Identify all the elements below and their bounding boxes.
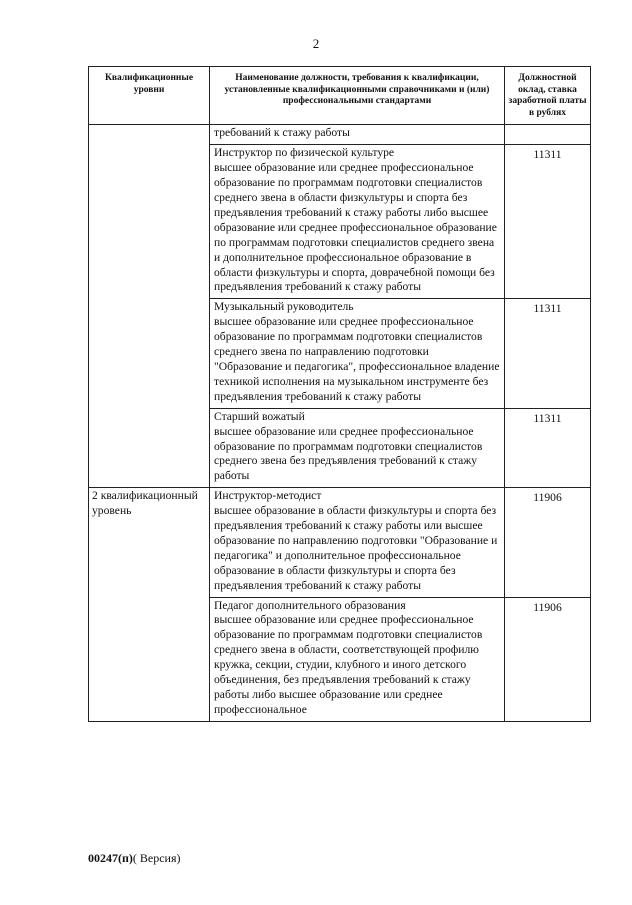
position-requirements: высшее образование в области физкультуры и спорта без предъявления требований к стажу работы или высшее образование по направлению подготовки "Образование и педагогика" и дополнительное профессиональное образование в области физкультуры и спорта без предъявления требований к стажу работы: [214, 504, 498, 592]
salary-cell: 11311: [505, 408, 591, 488]
header-requirements: Наименование должности, требования к квалификации, установленные квалификационными справочниками и (или) профессиональными стандартами: [210, 67, 505, 125]
position-title: Музыкальный руководитель: [214, 300, 354, 314]
position-cell: [210, 299, 505, 408]
position-title: Старший вожатый: [214, 409, 305, 423]
salary-cell: 11311: [505, 145, 591, 299]
table-row: [89, 125, 591, 145]
salary-cell: 11906: [505, 488, 591, 597]
level-2-cell: 2 квалификационный уровень: [89, 488, 210, 722]
position-cell: [210, 145, 505, 299]
table-row: [89, 488, 591, 597]
page-number: 2: [312, 36, 320, 51]
position-requirements: высшее образование или среднее профессиональное образование по программам подготовки специалистов среднего звена по направлению подготовки "Образование и педагогика", профессиональное владение техникой исполнения на музыкальном инструменте без предъявления требований к стажу работы: [214, 315, 500, 403]
header-salary: Должностной оклад, ставка заработной платы в рублях: [505, 67, 591, 125]
position-title: Инструктор по физической культуре: [214, 146, 395, 160]
position-requirements: высшее образование или среднее профессиональное образование по программам подготовки специалистов среднего звена в области физкультуры и спорта без предъявления требований к стажу работы либо высшее образование или среднее профессиональное образование по программам подготовки специалистов среднего звена и дополнительное профессиональное образование в области физкультуры и спорта, доврачебной помощи без предъявления требований к стажу работы: [214, 161, 497, 294]
salary-cell: 11311: [505, 299, 591, 408]
header-level: Квалификационные уровни: [89, 67, 210, 125]
level-1-cell: [89, 125, 210, 488]
position-cell: [210, 597, 505, 721]
continuation-cell: требований к стажу работы: [210, 125, 505, 145]
position-title: Инструктор-методист: [214, 489, 322, 503]
table-header-row: [89, 67, 591, 125]
footer-document-code: [88, 851, 181, 866]
position-title: Педагог дополнительного образования: [214, 598, 406, 612]
qualification-table: [88, 66, 591, 722]
position-requirements: высшее образование или среднее профессиональное образование по программам подготовки специалистов среднего звена в области, соответствующей профилю кружка, секции, студии, клубного и иного детского объединения, без предъявления требований к стажу работы либо высшее образование или среднее профессиональное: [214, 613, 483, 716]
position-cell: [210, 408, 505, 488]
position-requirements: высшее образование или среднее профессиональное образование по программам подготовки специалистов среднего звена без предъявления требований к стажу работы: [214, 424, 483, 483]
salary-cell-empty: [505, 125, 591, 145]
footer-code: 00247(п): [88, 851, 133, 865]
salary-cell: 11906: [505, 597, 591, 721]
position-cell: [210, 488, 505, 597]
footer-version: ( Версия): [132, 851, 181, 865]
